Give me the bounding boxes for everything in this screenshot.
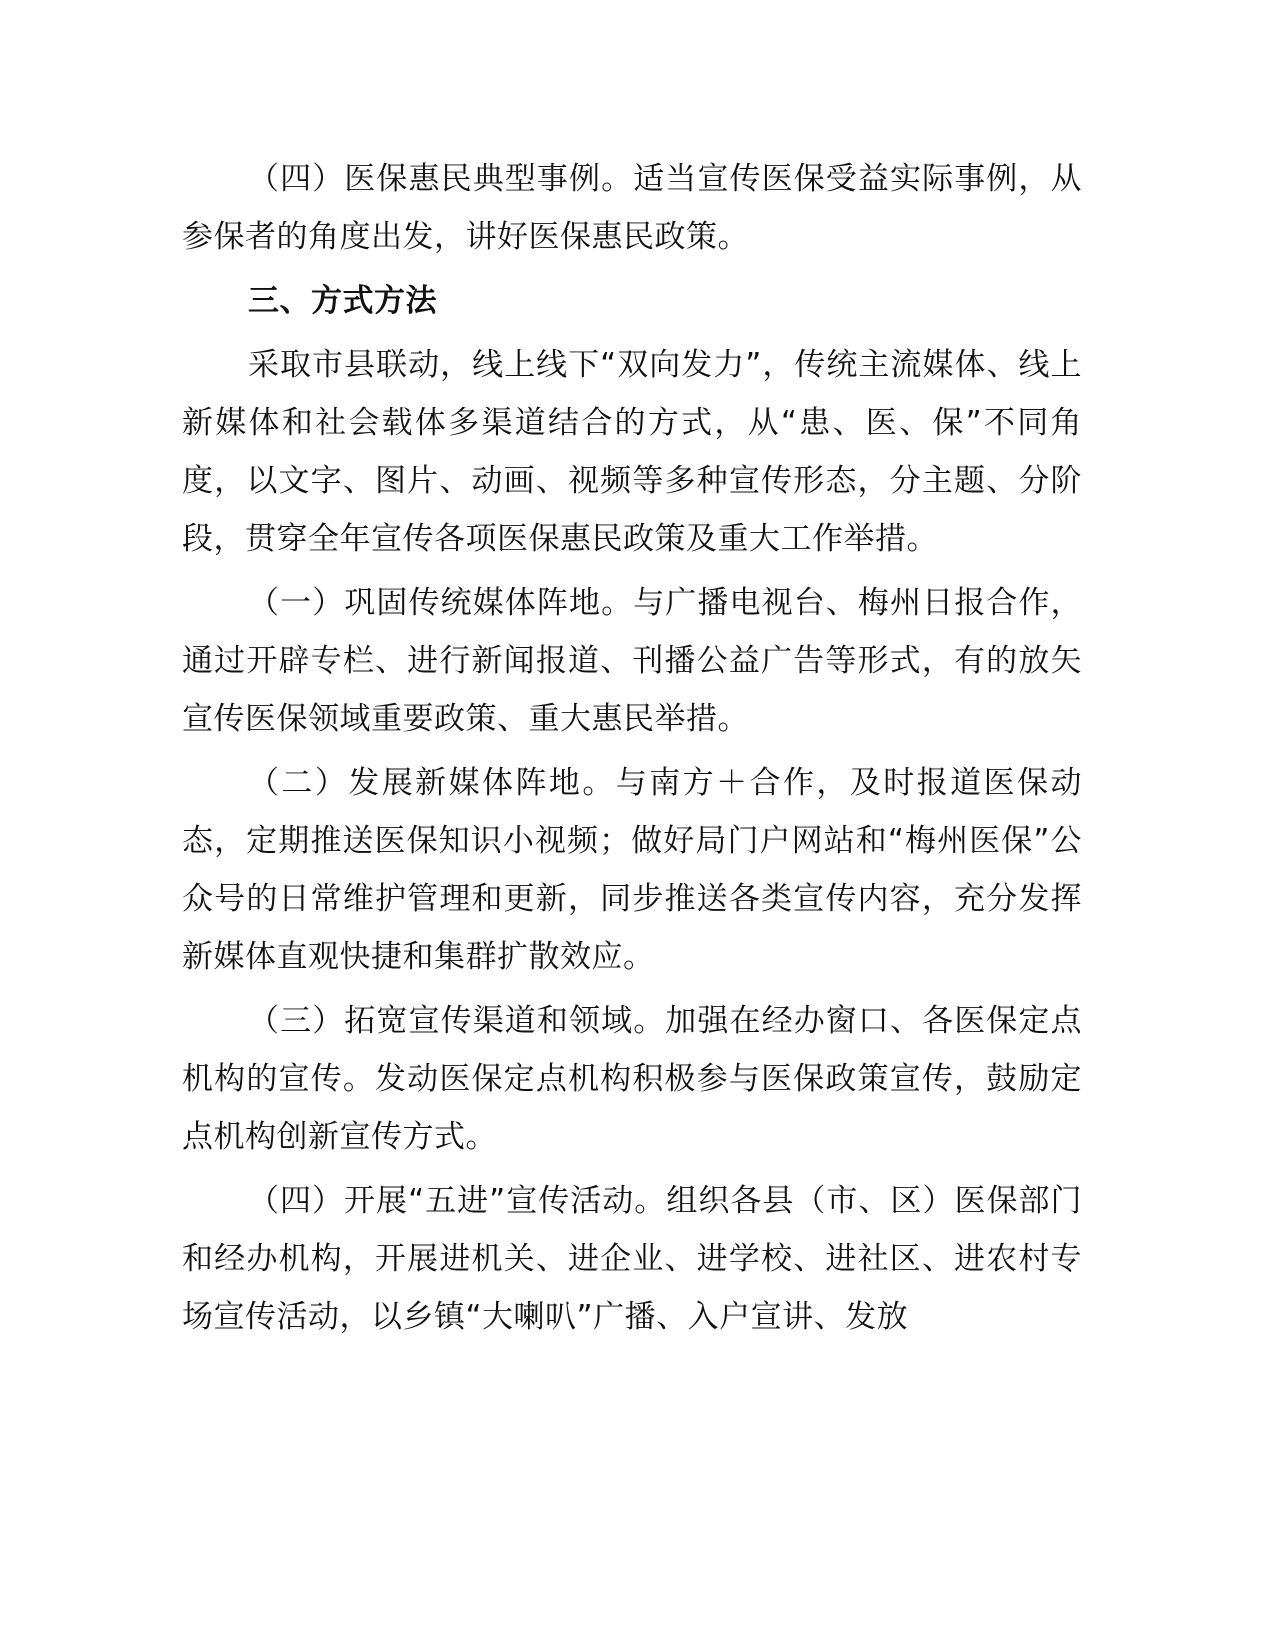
section-heading-methods: 三、方式方法	[248, 283, 437, 319]
paragraph-five-entries: （四）开展“五进”宣传活动。组织各县（市、区）医保部门和经办机构，开展进机关、进企业、进学校、进社区、进农村专场宣传活动，以乡镇“大喇叭”广播、入户宣讲、发放	[182, 1183, 1082, 1335]
paragraph-methods-overview: 采取市县联动，线上线下“双向发力”，传统主流媒体、线上新媒体和社会载体多渠道结合的方式，从“患、医、保”不同角度，以文字、图片、动画、视频等多种宣传形态，分主题、分阶段，贯穿全年宣传各项医保惠民政策及重大工作举措。	[182, 347, 1082, 557]
paragraph-traditional-media: （一）巩固传统媒体阵地。与广播电视台、梅州日报合作，通过开辟专栏、进行新闻报道、刊播公益广告等形式，有的放矢宣传医保领域重要政策、重大惠民举措。	[182, 585, 1082, 737]
paragraph-new-media: （二）发展新媒体阵地。与南方＋合作，及时报道医保动态，定期推送医保知识小视频；做好局门户网站和“梅州医保”公众号的日常维护管理和更新，同步推送各类宣传内容，充分发挥新媒体直观快捷和集群扩散效应。	[182, 765, 1082, 975]
document-body	[182, 150, 1082, 1352]
paragraph-expand-channels: （三）拓宽宣传渠道和领域。加强在经办窗口、各医保定点机构的宣传。发动医保定点机构积极参与医保政策宣传，鼓励定点机构创新宣传方式。	[182, 1003, 1082, 1155]
paragraph-typical-cases: （四）医保惠民典型事例。适当宣传医保受益实际事例，从参保者的角度出发，讲好医保惠民政策。	[182, 161, 1082, 255]
